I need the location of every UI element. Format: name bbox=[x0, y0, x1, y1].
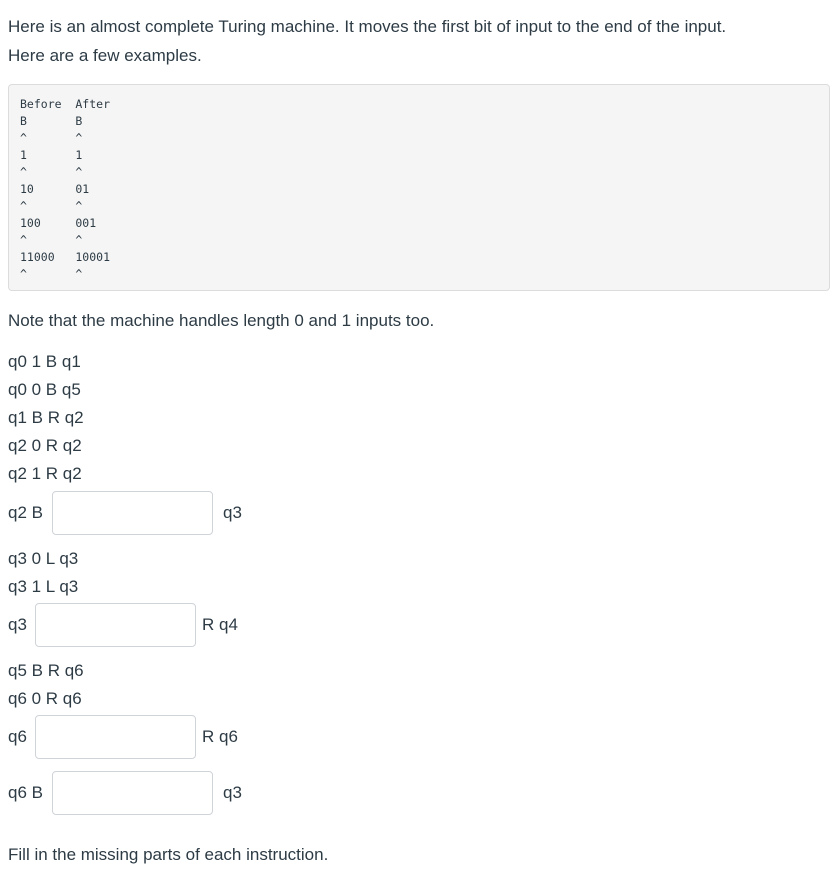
blank-3-prefix: q6 bbox=[8, 727, 27, 746]
instruction-group-2 bbox=[8, 545, 78, 601]
blank-instruction-4 bbox=[8, 770, 242, 816]
instruction-group-1 bbox=[8, 348, 84, 488]
blank-4-input[interactable] bbox=[52, 771, 213, 815]
instruction-line: q5 B R q6 bbox=[8, 661, 84, 680]
instruction-line: q6 0 R q6 bbox=[8, 689, 82, 708]
instruction-line: q3 1 L q3 bbox=[8, 577, 79, 596]
blank-1-suffix: q3 bbox=[223, 503, 242, 522]
intro-line-2: Here are a few examples. bbox=[8, 46, 202, 65]
note-text: Note that the machine handles length 0 and 1 inputs too. bbox=[8, 311, 435, 330]
instruction-line: q1 B R q2 bbox=[8, 408, 84, 427]
blank-instruction-2 bbox=[8, 602, 238, 648]
blank-4-prefix: q6 B bbox=[8, 783, 43, 802]
blank-1-prefix: q2 B bbox=[8, 503, 43, 522]
instruction-line: q0 1 B q1 bbox=[8, 352, 81, 371]
instruction-line: q2 0 R q2 bbox=[8, 436, 82, 455]
intro-line-1: Here is an almost complete Turing machine. It moves the first bit of input to the end of the input. bbox=[8, 17, 727, 36]
instruction-group-3 bbox=[8, 657, 84, 713]
blank-4-suffix: q3 bbox=[223, 783, 242, 802]
instruction-line: q2 1 R q2 bbox=[8, 464, 82, 483]
footer-instruction: Fill in the missing parts of each instruction. bbox=[8, 845, 329, 864]
instruction-line: q0 0 B q5 bbox=[8, 380, 81, 399]
blank-2-prefix: q3 bbox=[8, 615, 27, 634]
blank-3-suffix: R q6 bbox=[202, 727, 238, 746]
examples-code: Before After B B ^ ^ 1 1 ^ ^ 10 01 ^ ^ 100 001 ^ ^ 11000 10001 ^ ^ bbox=[20, 97, 111, 281]
blank-2-suffix: R q4 bbox=[202, 615, 238, 634]
examples-code-block bbox=[8, 84, 830, 291]
instruction-line: q3 0 L q3 bbox=[8, 549, 79, 568]
blank-1-input[interactable] bbox=[52, 491, 213, 535]
blank-instruction-1 bbox=[8, 490, 242, 536]
blank-2-input[interactable] bbox=[35, 603, 196, 647]
blank-instruction-3 bbox=[8, 714, 238, 760]
blank-3-input[interactable] bbox=[35, 715, 196, 759]
